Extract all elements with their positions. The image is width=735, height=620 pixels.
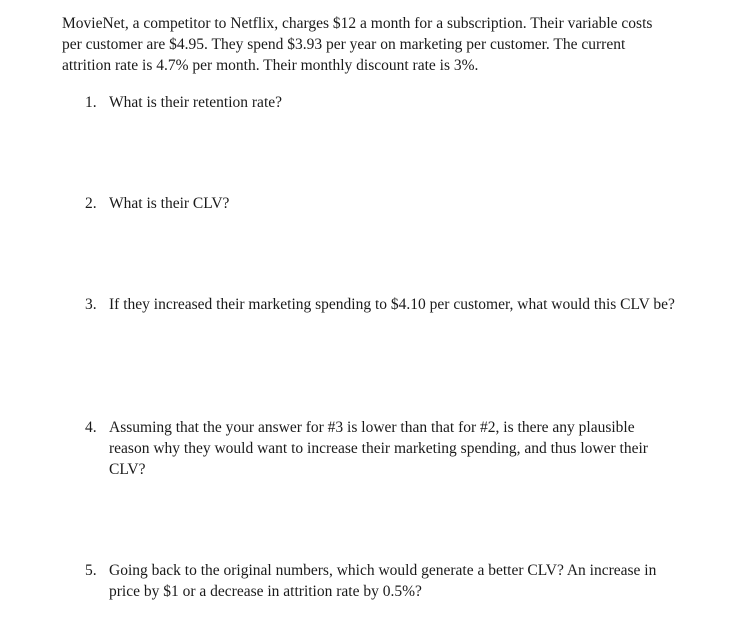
question-3: [85, 294, 675, 315]
question-5-text: Going back to the original numbers, which would generate a better CLV? An increase in price by $1 or a decrease in attrition rate by 0.5%?: [109, 562, 657, 600]
question-5: [85, 560, 675, 602]
question-2-text: What is their CLV?: [109, 195, 230, 212]
question-1-text: What is their retention rate?: [109, 94, 283, 111]
question-1-number: 1.: [85, 94, 97, 111]
question-2-number: 2.: [85, 195, 97, 212]
question-1: [85, 92, 675, 113]
question-3-number: 3.: [85, 296, 97, 313]
question-3-text: If they increased their marketing spending to $4.10 per customer, what would this CLV be?: [109, 296, 675, 313]
question-5-number: 5.: [85, 562, 97, 579]
question-4-text: Assuming that the your answer for #3 is lower than that for #2, is there any plausible reason why they would want to increase their marketing spending, and thus lower their CLV?: [109, 419, 648, 478]
question-4: [85, 417, 675, 480]
question-2: [85, 193, 675, 214]
question-4-number: 4.: [85, 419, 97, 436]
intro-paragraph: MovieNet, a competitor to Netflix, charges $12 a month for a subscription. Their variable costs per customer are $4.95. They spend $3.93 per year on marketing per customer. The current attrition rate is 4.7% per month. Their monthly discount rate is 3%.: [62, 15, 653, 74]
